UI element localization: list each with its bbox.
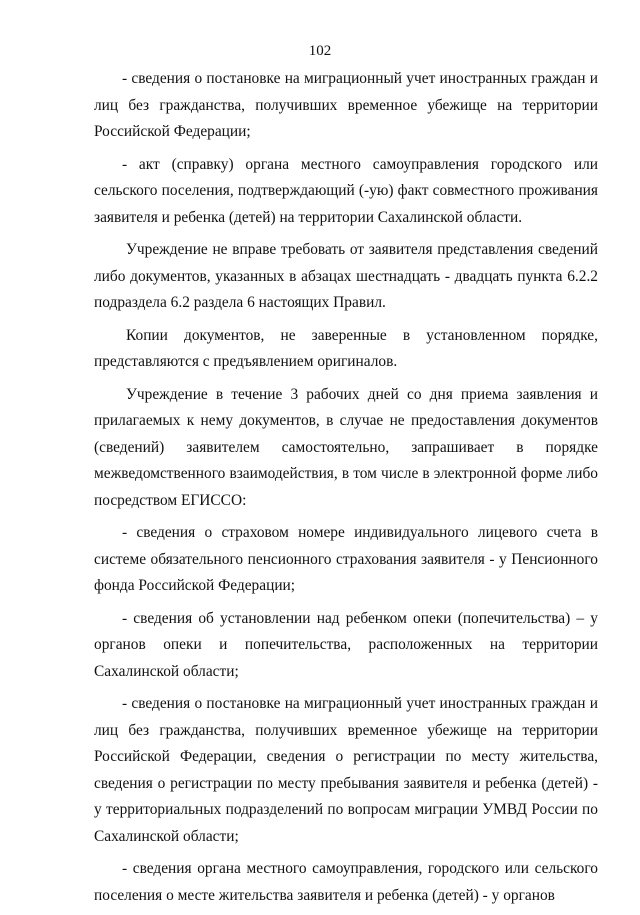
- document-body: [94, 66, 598, 915]
- paragraph-migration-residence: - сведения о постановке на миграционный учет иностранных граждан и лиц без гражданства, получивших временное убежище на территории Российской Федерации, сведения о регистрации по месту жительства, сведения о регистрации по месту пребывания заявителя и ребенка (детей) - у территориальных подразделений по вопросам миграции УМВД России по Сахалинской области;: [94, 695, 598, 845]
- paragraph-migration-registration: - сведения о постановке на миграционный учет иностранных граждан и лиц без гражданства, получивших временное убежище на территории Российской Федерации;: [94, 70, 598, 140]
- page-number: 102: [308, 43, 332, 59]
- paragraph-guardianship: - сведения об установлении над ребенком опеки (попечительства) – у органов опеки и попечительства, расположенных на территории Сахалинской области;: [94, 609, 598, 680]
- paragraph-pension-insurance: - сведения о страховом номере индивидуального лицевого счета в системе обязательного пенсионного страхования заявителя - у Пенсионного фонда Российской Федерации;: [94, 524, 598, 594]
- paragraph-document-copies: Копии документов, не заверенные в установленном порядке, представляются с предъявлением оригиналов.: [94, 326, 598, 370]
- paragraph-local-authority-residence: - сведения органа местного самоуправления, городского или сельского поселения о месте жительства заявителя и ребенка (детей) - у органов: [94, 860, 598, 904]
- paragraph-local-authority-act: - акт (справку) органа местного самоуправления городского или сельского поселения, подтверждающий (-ую) факт совместного проживания заявителя и ребенка (детей) на территории Сахалинской области.: [94, 155, 598, 226]
- paragraph-interagency-request: Учреждение в течение 3 рабочих дней со дня приема заявления и прилагаемых к нему документов, в случае не предоставления документов (сведений) заявителем самостоятельно, запрашивает в порядке межведомственного взаимодействия, в том числе в электронной форме либо посредством ЕГИССО:: [94, 385, 598, 509]
- paragraph-institution-restriction: Учреждение не вправе требовать от заявителя представления сведений либо документов, указанных в абзацах шестнадцать - двадцать пункта 6.2.2 подраздела 6.2 раздела 6 настоящих Правил.: [94, 241, 598, 311]
